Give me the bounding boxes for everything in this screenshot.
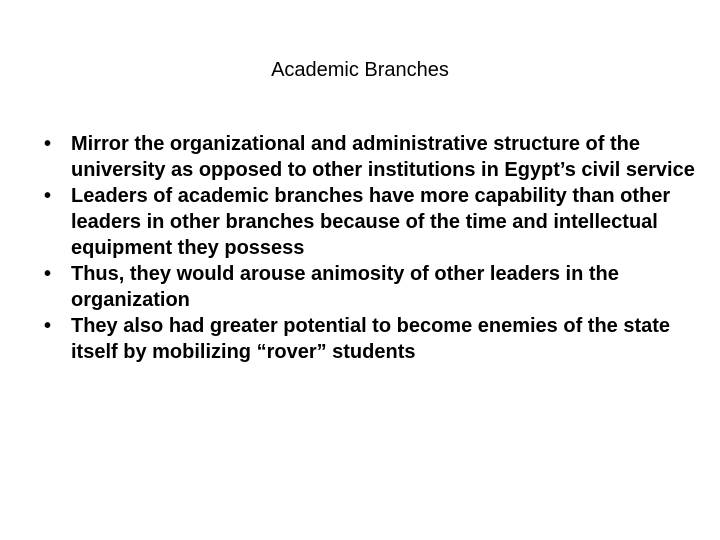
bullet-text: Leaders of academic branches have more capability than other leaders in other branches because of the time and intellectual equipment they possess: [71, 185, 671, 259]
bullet-text: They also had greater potential to become enemies of the state itself by mobilizing “rover” students: [71, 315, 671, 363]
bullet-list: [0, 131, 720, 365]
bullet-text: Mirror the organizational and administrative structure of the university as opposed to other institutions in Egypt’s civil service: [71, 133, 695, 181]
bullet-dot-icon: •: [44, 133, 52, 155]
bullet-item: [0, 183, 711, 261]
bullet-item: [0, 261, 711, 313]
bullet-text: Thus, they would arouse animosity of other leaders in the organization: [71, 263, 619, 311]
slide-title: Academic Branches: [271, 59, 449, 81]
bullet-item: [0, 131, 711, 183]
bullet-item: [0, 313, 711, 365]
bullet-dot-icon: •: [44, 185, 52, 207]
bullet-dot-icon: •: [44, 315, 52, 337]
bullet-dot-icon: •: [44, 263, 52, 285]
